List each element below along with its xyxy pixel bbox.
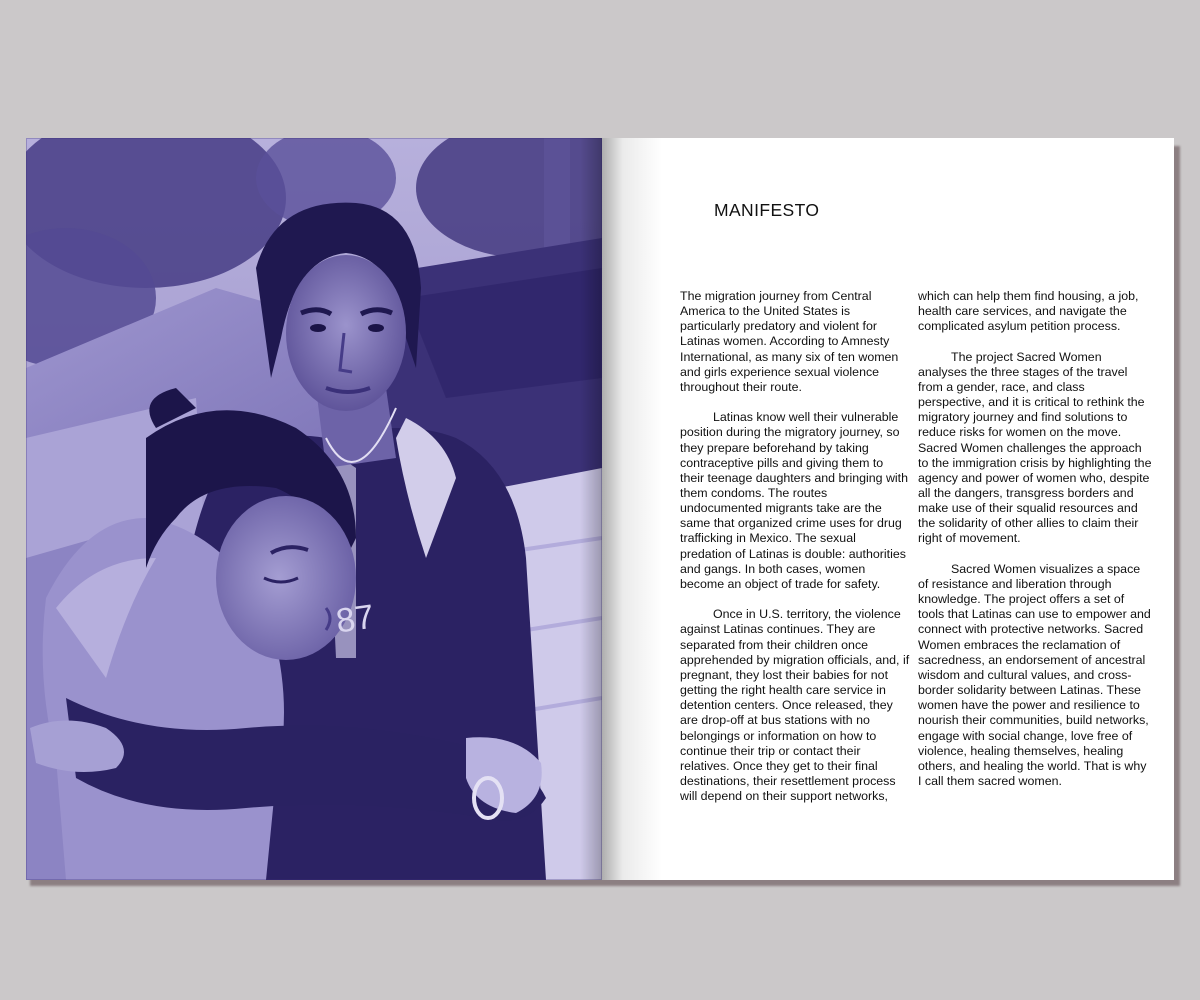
paragraph: which can help them find housing, a job, health care services, and navigate the complicated asylum petition process. bbox=[918, 289, 1139, 334]
text-column-left bbox=[680, 289, 910, 819]
paragraph: Once in U.S. territory, the violence against Latinas continues. They are separated from their children once apprehended by migration officials, and, if pregnant, they lost their babies for not getting the right health care service in detention centers. Once released, they are drop-off at bus stations with no belongings or information on how to continue their trip or contact their relatives. Once they get to their final destinations, their resettlement process will depend on their support networks, bbox=[680, 607, 910, 804]
mother-daughter-photo bbox=[26, 138, 602, 880]
photo-page bbox=[26, 138, 602, 880]
text-column-right bbox=[918, 289, 1152, 804]
page-title: MANIFESTO bbox=[714, 199, 820, 220]
manifesto-page bbox=[602, 138, 1174, 880]
paragraph: The project Sacred Women analyses the three stages of the travel from a gender, race, and class perspective, and it is critical to rethink the migratory journey and find solutions to reduce risks for women on the move. Sacred Women challenges the approach to the immigration crisis by highlighting the agency and power of women who, despite all the dangers, transgress borders and make use of their squalid resources and the solidarity of other allies to claim their right of movement. bbox=[918, 349, 1152, 546]
photo-gutter-shadow bbox=[580, 138, 602, 880]
paragraph: Sacred Women visualizes a space of resistance and liberation through knowledge. The project offers a set of tools that Latinas can use to empower and connect with protective networks. Sacred Women embraces the reclamation of sacredness, an endorsement of ancestral wisdom and cultural values, and cross-border solidarity between Latinas. These women have the power and resilience to nourish their communities, build networks, engage with social change, love free of violence, healing themselves, healing others, and healing the world. That is why I call them sacred women. bbox=[918, 561, 1151, 788]
book-spread bbox=[26, 138, 1174, 880]
jacket-number: 87 bbox=[333, 597, 377, 641]
gutter-shadow bbox=[602, 138, 662, 880]
paragraph: Latinas know well their vulnerable position during the migratory journey, so they prepare beforehand by taking contraceptive pills and giving them to their teenage daughters and bringing with them condoms. The routes undocumented migrants take are the same that organized crime uses for drug trafficking in Mexico. The sexual predation of Latinas is double: authorities and gangs. In both cases, women become an object of trade for safety. bbox=[680, 410, 909, 591]
paragraph: The migration journey from Central America to the United States is particularly predatory and violent for Latinas women. According to Amnesty International, as many six of ten women and girls experience sexual violence throughout their route. bbox=[680, 289, 899, 394]
